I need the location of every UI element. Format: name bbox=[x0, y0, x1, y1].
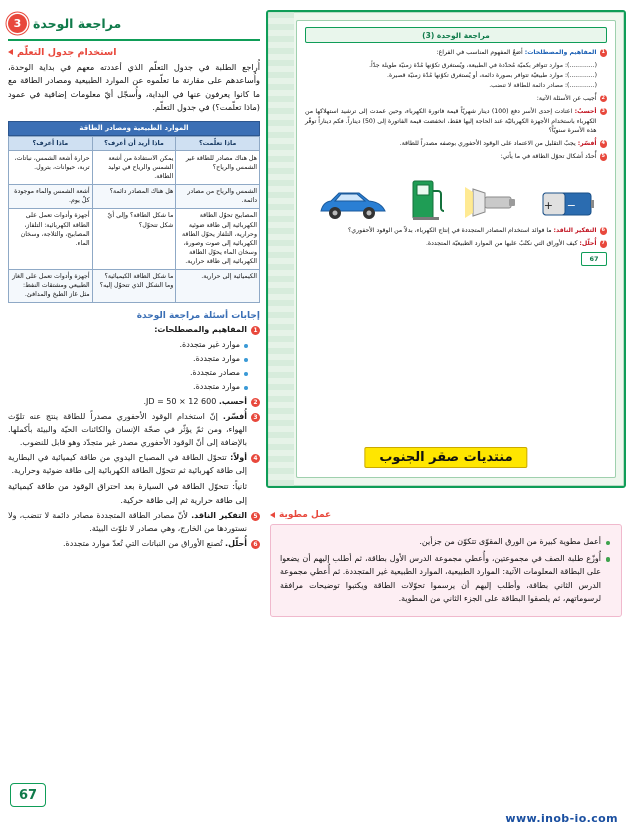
answer-text: تُصنع الأوراق من النباتات التي تُعدّ موارد متجددة. bbox=[62, 538, 223, 548]
table-cell: هل هناك مصادر للطاقة غير الشمس والرياح؟ bbox=[176, 151, 260, 184]
question-number-badge: 4 bbox=[600, 140, 608, 148]
learning-table bbox=[8, 121, 260, 303]
foldable-heading-label: عمل مطوية bbox=[279, 510, 332, 520]
table-cell: المصابيح تحوّل الطاقة الكهربائية إلى طاقة ضوئية وحرارية، التلفاز يحوّل الطاقة الكهربائية إلى صوت وصورة، وسخان الماء يحوّل الطاقة الكهربائية إلى طاقة حرارية. bbox=[176, 208, 260, 269]
list-item: موارد متجددة. bbox=[8, 353, 250, 366]
table-header-cell: ماذا تعلّمت؟ bbox=[176, 136, 260, 151]
answer-item bbox=[8, 324, 260, 337]
table-row bbox=[9, 151, 260, 184]
student-question bbox=[305, 48, 607, 58]
table-row bbox=[9, 184, 260, 208]
student-question bbox=[305, 107, 607, 136]
question-number-badge: 1 bbox=[600, 49, 608, 57]
student-book-frame bbox=[266, 10, 626, 488]
table-header-cell: ماذا أعرف؟ bbox=[9, 136, 93, 151]
answer-number-badge: 1 bbox=[251, 326, 260, 335]
student-question bbox=[305, 139, 607, 149]
table-cell: يمكن الاستفادة من أشعة الشمس والرياح في توليد الطاقة. bbox=[92, 151, 176, 184]
answer-text: تتحوّل الطاقة في المصباح اليدوي من طاقة كيميائية في البطارية إلى طاقة كهربائية ثم تتحوّل الطاقة الكهربائية إلى طاقة ضوئية وحرارية. bbox=[8, 453, 247, 475]
question-number-badge: 7 bbox=[600, 240, 608, 248]
question-sub: (.............): موارد طبيعيّة تتوافر بصورة دائمة، أو يُستغرق تكوّنها مُدّة زمنيّة قصيرة. bbox=[387, 71, 597, 79]
question-text: يجبُ التقليل من الاعتماد على الوقود الأحفوري بوصفه مصدراً للطاقة. bbox=[399, 140, 576, 148]
table-cell: الكيميائية إلى حرارية. bbox=[176, 269, 260, 302]
answer-item bbox=[8, 396, 260, 409]
answer-text-secondary: ثانياً: تتحوّل الطاقة في السيارة بعد احتراق الوقود من طاقة كيميائية إلى طاقة حرارية ثم إلى طاقة حركية. bbox=[8, 481, 247, 505]
foldable-list bbox=[280, 535, 612, 606]
table-cell: حرارة أشعة الشمس، نباتات، تربة، حيوانات، بترول. bbox=[9, 151, 93, 184]
answer-item bbox=[8, 510, 260, 536]
student-question bbox=[305, 239, 607, 249]
page-number: 67 bbox=[10, 783, 46, 807]
flashlight-icon bbox=[465, 185, 521, 221]
foldable-box bbox=[270, 524, 622, 617]
question-number-badge: 6 bbox=[600, 227, 608, 235]
list-item: مصادر متجددة. bbox=[8, 367, 250, 380]
question-lead: المفاهيم والمصطلحات: bbox=[524, 49, 597, 56]
answer-number-badge: 4 bbox=[251, 454, 260, 463]
student-question bbox=[305, 152, 607, 162]
question-number-badge: 5 bbox=[600, 153, 608, 161]
table-cell: أشعة الشمس والماء موجودة كلّ يوم. bbox=[9, 184, 93, 208]
answer-number-badge: 3 bbox=[251, 413, 260, 422]
divider bbox=[8, 39, 260, 41]
question-text: كيف الأوراق التي نكتُبُ عليها من الموارد الطبيعيّة المتجددة. bbox=[425, 240, 578, 248]
answer-title: أُفسّر. bbox=[222, 412, 248, 422]
student-book-content bbox=[296, 20, 616, 478]
answer-title: أولاً: bbox=[230, 453, 248, 463]
answer-number-badge: 2 bbox=[251, 398, 260, 407]
decorative-side-strip bbox=[268, 12, 294, 486]
site-url: www.inob-io.com bbox=[505, 812, 618, 825]
answer-item bbox=[8, 538, 260, 551]
student-page-title: مراجعة الوحدة (3) bbox=[305, 27, 607, 43]
question-lead: التفكير الناقد: bbox=[553, 227, 597, 235]
table-row bbox=[9, 208, 260, 269]
question-number-badge: 2 bbox=[600, 95, 608, 103]
svg-text:+: + bbox=[543, 199, 553, 213]
car-icon bbox=[317, 185, 389, 221]
list-item: أُوزّع طلبة الصف في مجموعتين، وأُعطي مجموعة الدرس الأول بطاقة، ثم أطلب إليهم أن يضعوا على البطاقة المعلومات الآتية: الموارد الطبيعية، الموارد الطبيعية غير المتجددة. ثم أُعطي مجموعة الدرس الثاني بطاقة، وأطلب إليهم أن يرسموا تحوّلات الطاقة ويكتبوا توضيحات مرافقة لرسوماتهم، ثم يلصقوا البطاقة على الجزء الثاني من المطوية. bbox=[280, 552, 612, 606]
question-text: أُجيب عن الأسئلة الآتية: bbox=[536, 94, 597, 102]
answer-text: لأنّ مصادر الطاقة المتجددة مصادر دائمة لا تنضب، ولا نستوردها من الخارج، وهي مصادر لا تلوّث البيئة. bbox=[8, 510, 247, 533]
unit-number-badge: 3 bbox=[8, 14, 27, 33]
table-row bbox=[9, 269, 260, 302]
page-title: مراجعة الوحدة bbox=[33, 16, 122, 31]
battery-icon bbox=[541, 187, 595, 221]
unit-header bbox=[8, 14, 260, 33]
answer-title: المفاهيم والمصطلحات: bbox=[154, 325, 247, 335]
table-cell: الشمس والرياح من مصادر دائمة. bbox=[176, 184, 260, 208]
answer-number-badge: 6 bbox=[251, 540, 260, 549]
question-text: اعتادت إحدى الأسر دفع (100) دينار شهريّاً قيمة فاتورة الكهرباء، وحين عمدت إلى ترشيد استهلاكها من الكهرباء باستخدام الأجهزة الكهربائيّة عند الحاجة إليها فقط، انخفضت قيمة الفاتورة إلى (50) ديناراً. فكم ديناراً توفّر هذه الأسرة سنويّاً؟ bbox=[305, 107, 597, 135]
student-question bbox=[305, 94, 607, 104]
question-lead: أُحلّل: bbox=[579, 240, 597, 248]
question-lead: أُفسّر: bbox=[577, 140, 597, 148]
section-paragraph: أُراجع الطلبة في جدول التعلّم الذي أعددته معهم في بداية الوحدة، وأُساعدهم على مقارنة ما تعلّموه عن الموارد الطبيعية ومصادر الطاقة مع ما كانوا يعرفون عنها في البداية، وأُسجّل أيّ معلومات إضافية في عمود (ماذا تعلّمت؟) في جدول التعلّم. bbox=[8, 61, 260, 113]
foldable-heading bbox=[270, 510, 622, 520]
question-lead: أحسبُ: bbox=[574, 107, 597, 115]
list-item: موارد غير متجددة. bbox=[8, 339, 250, 352]
triangle-bullet-icon bbox=[270, 512, 275, 518]
fuel-pump-icon bbox=[409, 175, 445, 221]
question-text: أُحدّد أشكال تحوّل الطاقة في ما يأتي: bbox=[500, 153, 597, 161]
answer-text: إنّ استخدام الوقود الأحفوري مصدراً للطاقة ينتج عنه تلوّث الهواء، ومن ثمّ يؤثّر في صحّة الإنسان والكائنات الحيّة والبيئة بأكملها. بالإضافة إلى أنّ الوقود الأحفوري مصدر غير متجدّد وهو قابل للنضوب. bbox=[8, 412, 247, 447]
svg-text:−: − bbox=[566, 199, 576, 213]
answer-item bbox=[8, 452, 260, 478]
triangle-bullet-icon bbox=[8, 49, 13, 55]
student-book-thumbnail bbox=[266, 10, 626, 488]
question-number-badge: 3 bbox=[600, 108, 608, 116]
table-caption: الموارد الطبيعية ومصادر الطاقة bbox=[8, 121, 260, 136]
question-sub: (.............): موارد تتوافر بكميّة مُحدّدة في الطبيعة، ويُستغرق تكوّنها مُدّة زمنيّة طويلة جدّاً. bbox=[369, 62, 597, 70]
answer-title: أحسب. bbox=[218, 397, 247, 406]
table-header-cell: ماذا أريد أن أعرف؟ bbox=[92, 136, 176, 151]
answer-title: أُحلّل. bbox=[225, 538, 247, 548]
answer-text: 600 JD = 50 × 12. bbox=[143, 397, 217, 406]
student-page-number: 67 bbox=[581, 252, 607, 266]
section-heading-label: استخدام جدول التعلّم bbox=[17, 46, 117, 58]
question-text: ما فوائد استخدام المصادر المتجددة في إنتاج الكهرباء، بدلاً من الوقود الأحفوري؟ bbox=[348, 227, 552, 235]
question-text: أضعُ المفهوم المناسب في الفراغ: bbox=[436, 49, 523, 56]
answer-bullet-list bbox=[8, 339, 250, 393]
table-cell: ما شكل الطاقة الكيميائية؟ وما الشكل الذي تتحوّل إليه؟ bbox=[92, 269, 176, 302]
answer-title: التفكير الناقد. bbox=[191, 510, 247, 520]
foldable-activity bbox=[270, 510, 622, 617]
table-cell: أجهزة وأدوات تعمل على الغاز الطبيعي ومشتقات النفط: مثل غاز الطبخ والمدافئ. bbox=[9, 269, 93, 302]
table-cell: أجهزة وأدوات تعمل على الطاقة الكهربائية: التلفاز، المصابيح، والثلاجة، وسخان الماء. bbox=[9, 208, 93, 269]
energy-transform-figure bbox=[307, 167, 605, 221]
question-sub: (.............): مصادر دائمة للطاقة لا تنضب. bbox=[489, 81, 597, 89]
section-heading-learning-table bbox=[8, 47, 260, 58]
list-item: موارد متجددة. bbox=[8, 381, 250, 394]
answer-number-badge: 5 bbox=[251, 512, 260, 521]
table-header-row bbox=[9, 136, 260, 151]
list-item: أعمل مطوية كبيرة من الورق المقوّى تتكوّن من جزأين. bbox=[280, 535, 612, 549]
table-cell: ما شكل الطاقة؟ وإلى أيّ شكل تتحوّل؟ bbox=[92, 208, 176, 269]
watermark-banner: منتديات صقر الجنوب bbox=[364, 447, 527, 468]
teacher-guide-column bbox=[8, 14, 260, 804]
answer-item bbox=[8, 411, 260, 449]
table-cell: هل هناك المصادر دائمة؟ bbox=[92, 184, 176, 208]
answers-heading: إجابات أسئلة مراجعة الوحدة bbox=[136, 311, 260, 322]
student-question bbox=[305, 226, 607, 236]
